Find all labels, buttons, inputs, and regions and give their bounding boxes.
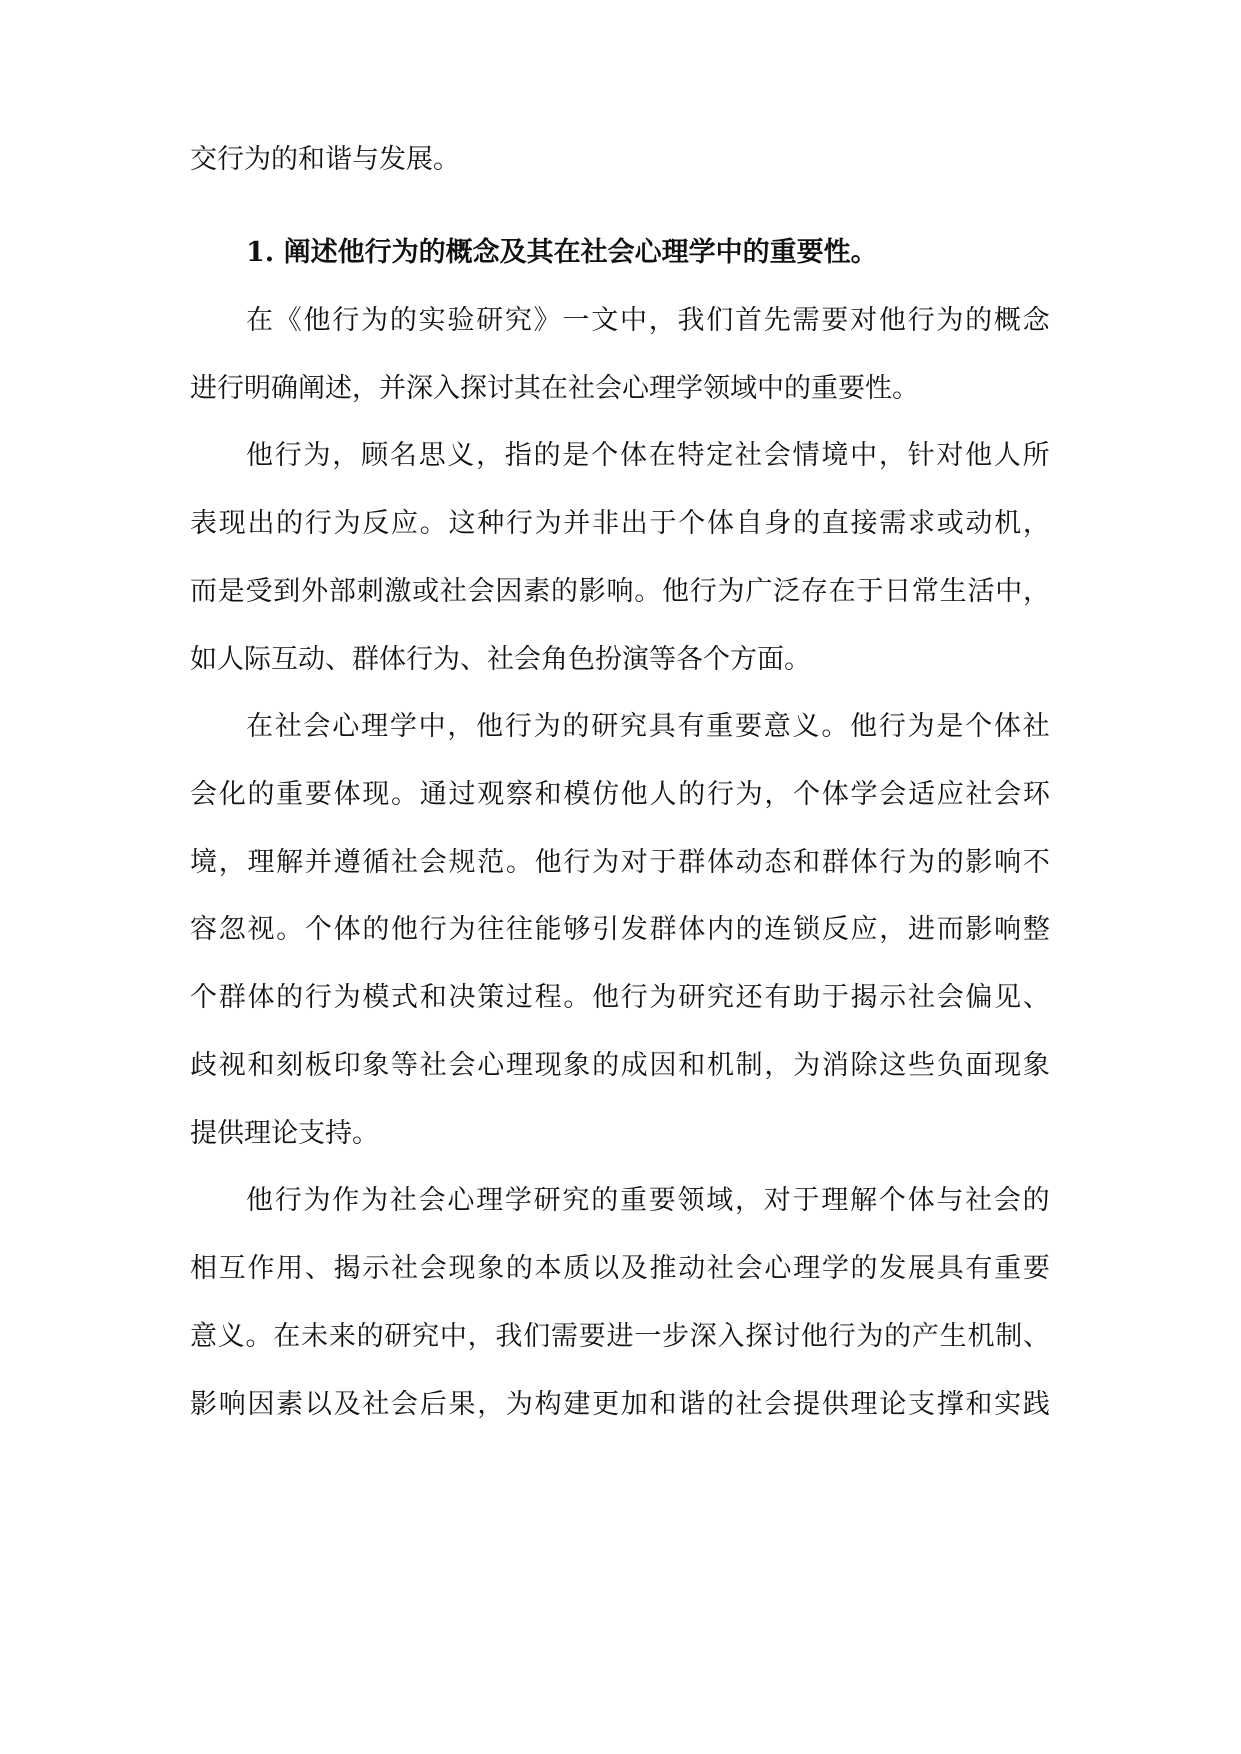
section-heading: 1. 阐述他行为的概念及其在社会心理学中的重要性。 <box>246 237 878 268</box>
text-line: 如人际互动、群体行为、社会角色扮演等各个方面。 <box>190 644 811 675</box>
text-line: 歧 视 和 刻 板 印 象 等 社 会 心 理 现 象 的 成 因 和 机 制 ， 为 消 除 这 些 负 面 现 象 <box>190 1050 1050 1081</box>
text-line: 他 行 为 作 为 社 会 心 理 学 研 究 的 重 要 领 域 ， 对 于 理 解 个 体 与 社 会 的 <box>246 1185 1050 1216</box>
text-line: 进行明确阐述，并深入探讨其在社会心理学领域中的重要性。 <box>190 373 919 404</box>
text-line: 提供理论支持。 <box>190 1118 379 1149</box>
text-line: 在 社 会 心 理 学 中 ， 他 行 为 的 研 究 具 有 重 要 意 义 。 他 行 为 是 个 体 社 <box>246 711 1050 742</box>
text-line: 他 行 为 ， 顾 名 思 义 ， 指 的 是 个 体 在 特 定 社 会 情 境 中 ， 针 对 他 人 所 <box>246 440 1050 471</box>
text-line: 在 《 他 行 为 的 实 验 研 究 》 一 文 中 ， 我 们 首 先 需 要 对 他 行 为 的 概 念 <box>246 305 1050 336</box>
text-line: 意 义 。 在 未 来 的 研 究 中 ， 我 们 需 要 进 一 步 深 入 探 讨 他 行 为 的 产 生 机 制 、 <box>190 1321 1050 1352</box>
text-line: 容 忽 视 。 个 体 的 他 行 为 往 往 能 够 引 发 群 体 内 的 连 锁 反 应 ， 进 而 影 响 整 <box>190 914 1050 945</box>
text-line: 个 群 体 的 行 为 模 式 和 决 策 过 程 。 他 行 为 研 究 还 有 助 于 揭 示 社 会 偏 见 、 <box>190 982 1050 1013</box>
text-line: 境 ， 理 解 并 遵 循 社 会 规 范 。 他 行 为 对 于 群 体 动 态 和 群 体 行 为 的 影 响 不 <box>190 847 1050 878</box>
text-line: 表 现 出 的 行 为 反 应 。 这 种 行 为 并 非 出 于 个 体 自 身 的 直 接 需 求 或 动 机 ， <box>190 508 1050 539</box>
text-line: 而 是 受 到 外 部 刺 激 或 社 会 因 素 的 影 响 。 他 行 为 广 泛 存 在 于 日 常 生 活 中 ， <box>190 576 1050 607</box>
text-line: 影 响 因 素 以 及 社 会 后 果 ， 为 构 建 更 加 和 谐 的 社 会 提 供 理 论 支 撑 和 实 践 <box>190 1389 1050 1420</box>
text-line: 会 化 的 重 要 体 现 。 通 过 观 察 和 模 仿 他 人 的 行 为 ， 个 体 学 会 适 应 社 会 环 <box>190 779 1050 810</box>
text-line: 交行为的和谐与发展。 <box>190 144 460 175</box>
text-line: 相 互 作 用 、 揭 示 社 会 现 象 的 本 质 以 及 推 动 社 会 心 理 学 的 发 展 具 有 重 要 <box>190 1253 1050 1284</box>
